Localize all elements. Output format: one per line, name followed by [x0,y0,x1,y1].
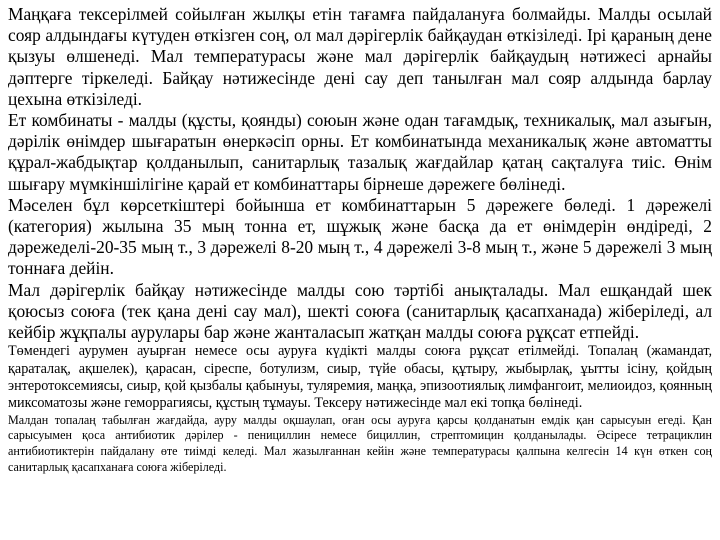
paragraph-anthrax-treatment: Малдан топалаң табылған жағдайда, ауру малды оқшаулап, оған осы ауруға қарсы қолданатын емдік қан сарысуын егеді. Қан сарысуымен қоса антибиотик дәрілер - пенициллин немесе бициллин, стрептомицин қолданылады. Әсіресе тетрациклин антибиотиктерін пайдалану өте тиімді келеді. Мал жазылғаннан кейін және температурасы қалпына келгесін 14 күн өткен соң санитарлық қасапханаға союға жіберіледі. [8,412,712,474]
paragraph-prohibited-diseases: Төмендегі аурумен ауырған немесе осы ауруға күдікті малды союға рұқсат етілмейді. Топалаң (жамандат, қараталақ, ақшелек), қарасан, сіреспе, ботулизм, сиыр, түйе обасы, құтыру, жыбырлақ, ұытты ісіну, қойдың энтеротоксемиясы, сиыр, қой қызбалы қабынуы, туляремия, маңқа, эпизоотиялық лимфангоит, мелиоидоз, қоянның миксоматозы және геморрагиясы, құстың тұмауы. Тексеру нәтижесінде мал екі топқа бөлінеді. [8,343,712,412]
paragraph-meat-plant-definition: Ет комбинаты - малды (құсты, қоянды) союын және одан тағамдық, техникалық, мал азығын, дәрілік өнімдер шығаратын өнеркәсіп орны. Ет комбинатында механикалық және автоматты құрал-жабдықтар қолданылып, санитарлық тазалық жағдайлар қатаң сақталуға тиіс. Өнім шығару мүмкіншілігіне қарай ет комбинаттары бірнеше дәрежеге бөлінеді. [8,110,712,194]
paragraph-plant-categories: Мәселен бұл көрсеткіштері бойынша ет комбинаттарын 5 дәрежеге бөледі. 1 дәрежелі (категория) жылына 35 мың тонна ет, шұжық және басқа да ет өнімдерін өндіреді, 2 дәрежеделі-20-35 мың т., 3 дәрежелі 8-20 мың т., 4 дәрежелі 3-8 мың т., және 5 дәрежелі 3 мың тоннаға дейін. [8,194,712,279]
paragraph-slaughter-order: Мал дәрігерлік байқау нәтижесінде малды сою тәртібі анықталады. Мал ешқандай шек қоюсыз союға (тек қана дені сау мал), шекті союға (санитарлық қасапханада) жіберіледі, ал кейбір жұқпалы аурулары бар және жанталасып жатқан малды союға рұқсат етпейді. [8,279,712,343]
paragraph-horse-meat-inspection: Маңқаға тексерілмей сойылған жылқы етін тағамға пайдалануға болмайды. Малды осылай сояр алдындағы күтуден өткізген соң, ол мал дәрігерлік байқаудан өткізіледі. Ірі қараның дене қызуы өлшенеді. Мал температурасы және мал дәрігерлік байқаудың нәтижесі арнайы дәптерге тіркеледі. Байқау нәтижесінде дені сау деп танылған мал сояр алдында барлау цехына өткізіледі. [8,4,712,109]
